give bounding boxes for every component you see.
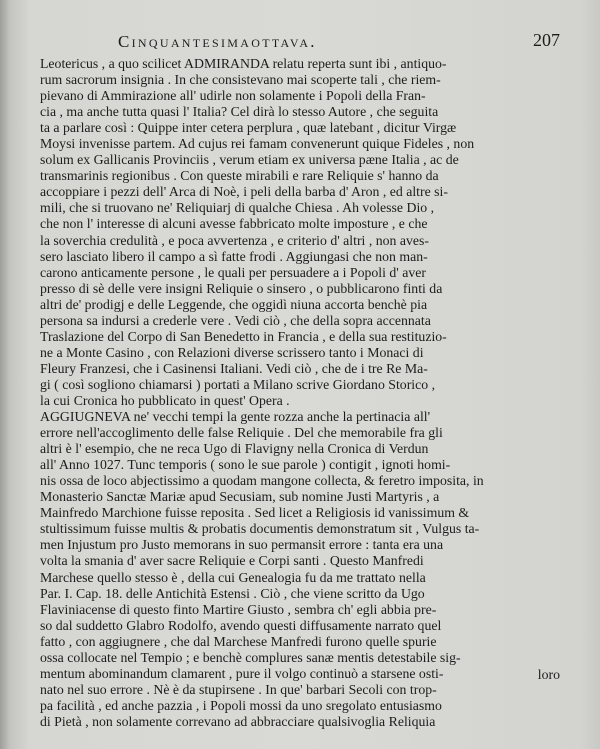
text-line: volta la smania d' aver sacre Reliquie e Corpi santi . Questo Manfredi [40, 553, 424, 569]
text-line: so dal suddetto Glabro Rodolfo, avendo questi diffusamente narrato quel [40, 617, 442, 633]
text-line: cia , ma anche tutta quasi l' Italia? Cel dirà lo stesso Autore , che seguita [40, 104, 439, 120]
text-line: ossa collocate nel Tempio ; e benchè complures sanæ mentis detestabile sig- [40, 649, 461, 665]
text-line: rum sacrorum insignia . In che consistevano mai scoperte tali , che riem- [40, 72, 441, 88]
text-line: la soverchia credulità , e poca avvertenza , e criterio d' altri , non aves- [40, 232, 429, 248]
text-line: fatto , con aggiugnere , che dal Marchese Manfredi furono quelle spurie [40, 633, 437, 649]
text-line: carono anticamente persone , le quali per persuadere a i Popoli d' aver [40, 264, 426, 280]
text-line: mentum abominandum clamarent , pure il volgo continuò a starsene osti- [40, 665, 444, 681]
text-line: altri è l' esempio, che ne reca Ugo di Flavigny nella Cronica di Verdun [40, 441, 429, 457]
text-line: pa facilità , ed anche pazzia , i Popoli mossi da uno sregolato entusiasmo [40, 697, 442, 713]
text-line: gi ( così sogliono chiamarsi ) portati a Milano scrive Giordano Storico , [40, 376, 436, 392]
text-line: Par. I. Cap. 18. delle Antichità Estensi . Ciò , che viene scritto da Ugo [40, 585, 425, 601]
text-line: sero lasciato libero il campo a sì fatte frodi . Aggiungasi che non man- [40, 248, 428, 264]
text-line: presso di sè delle vere insigni Reliquie o sinsero , o pubblicarono finti da [40, 280, 443, 296]
text-line: Traslazione del Corpo di San Benedetto in Francia , e della sua restituzio- [40, 328, 447, 344]
text-line: che non l' interesse di alcuni avesse fabbricato molte imposture , e che [40, 216, 428, 232]
text-line: transmarinis regionibus . Con queste mirabili e rare Reliquie s' hanno da [40, 168, 439, 184]
text-line: altri de' prodigj e delle Leggende, che oggidì niuna accorta benchè pia [40, 296, 428, 312]
text-line: AGGIUGNEVA ne' vecchi tempi la gente rozza anche la pertinacia all' [40, 409, 431, 425]
body-text [40, 56, 560, 730]
text-line: Moysi invenisse partem. Ad cujus rei famam convenerunt quique Fideles , non [40, 136, 475, 152]
text-line: ta a parlare così : Quippe inter cetera perplura , quæ latebant , dicitur Virgæ [40, 120, 457, 136]
text-line: di Pietà , non solamente correvano ad abbracciare qualsivoglia Reliquia [40, 713, 436, 729]
text-line: errore nell'accoglimento delle false Reliquie . Del che memorabile fra gli [40, 425, 443, 441]
text-line: nato nel suo errore . Nè è da stupirsene . In que' barbari Secoli con trop- [40, 681, 437, 697]
text-line: persona sa indursi a crederle vere . Vedi ciò , che della sopra accennata [40, 312, 431, 328]
text-line: Flaviniacense di questo finto Martire Giusto , sembra ch' egli abbia pre- [40, 601, 437, 617]
text-line: Monasterio Sanctæ Mariæ apud Secusiam, sub nomine Justi Martyris , a [40, 489, 440, 505]
text-line: solum ex Gallicanis Provinciis , verum etiam ex universa pæne Italia , ac de [40, 152, 459, 168]
text-line: mili, che si truovano ne' Reliquiarj di qualche Chiesa . Ah volesse Dio , [40, 200, 435, 216]
text-line: accoppiare i pezzi dell' Arca di Noè, i peli della barba d' Aron , ed altre si- [40, 184, 448, 200]
text-line: Fleury Franzesi, che i Casinensi Italiani. Vedi ciò , che de i tre Re Ma- [40, 360, 428, 376]
text-line: nis ossa de loco abjectissimo a quodam mangone collecta, & feretro imposita, in [40, 473, 484, 489]
page-header [40, 30, 560, 52]
text-line: la cui Cronica ho pubblicato in quest' Opera . [40, 392, 290, 408]
text-line: pievano di Ammirazione all' udirle non solamente i Popoli della Fran- [40, 88, 426, 104]
text-line: Marchese quello stesso è , della cui Genealogia fu da me trattato nella [40, 569, 426, 585]
catchword: loro [537, 667, 560, 682]
page-number: 207 [533, 30, 560, 50]
text-line: stultissimum fuisse multis & probatis documentis demonstratum sit , Vulgus ta- [40, 521, 480, 537]
text-line: ne a Monte Casino , con Relazioni diverse scrissero tanto i Monaci di [40, 344, 424, 360]
text-line: Leotericus , a quo scilicet ADMIRANDA relatu reperta sunt ibi , antiquo- [40, 56, 447, 71]
running-head: Cinquantesimaottava. [118, 32, 317, 51]
text-line: Mainfredo Marchione fuisse reposita . Sed licet a Religiosis id vanissimum & [40, 505, 470, 521]
text-line: all' Anno 1027. Tunc temporis ( sono le sue parole ) contigit , ignoti homi- [40, 457, 451, 473]
text-line: men Injustum pro Justo memorans in suo permansit errore : tanta era una [40, 537, 444, 553]
